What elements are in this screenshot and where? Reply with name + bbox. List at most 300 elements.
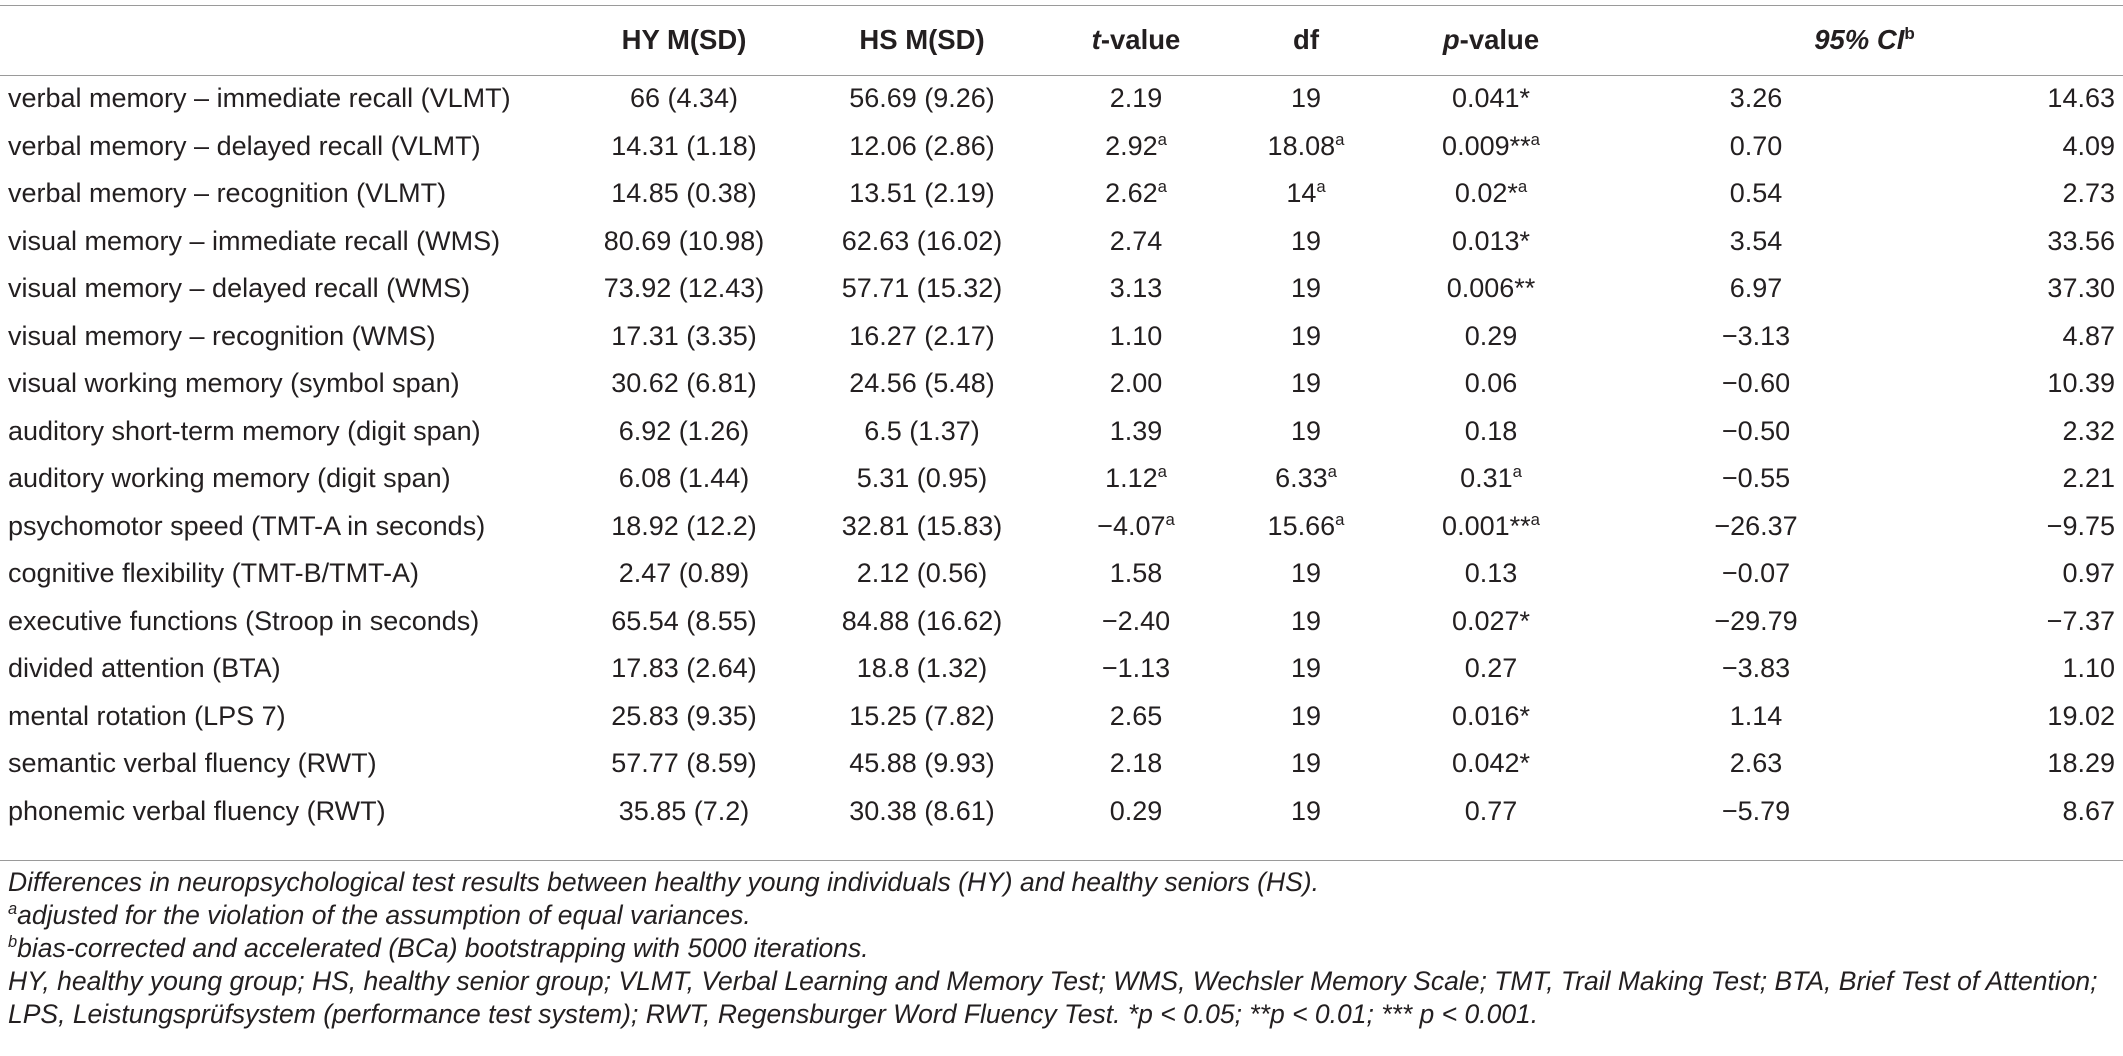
cell-hy <box>560 170 808 218</box>
cell-p-value-sup: a <box>1530 129 1540 149</box>
cell-ci-lower <box>1606 265 1906 313</box>
cell-hy <box>560 313 808 361</box>
cell-hy <box>560 503 808 551</box>
cell-hs <box>808 313 1036 361</box>
cell-p-value-sup: a <box>1512 462 1522 482</box>
row-label <box>0 75 560 123</box>
row-label <box>0 170 560 218</box>
cell-hs-text: 45.88 (9.93) <box>849 748 995 779</box>
cell-t-value-sup: a <box>1157 177 1167 197</box>
cell-df-text: 15.66 <box>1267 510 1336 541</box>
cell-hy-text: 17.31 (3.35) <box>611 320 757 351</box>
cell-t-value <box>1036 693 1236 741</box>
cell-hy <box>560 265 808 313</box>
cell-t-value <box>1036 265 1236 313</box>
cell-ci-lower-text: −0.07 <box>1721 558 1791 589</box>
cell-ci-lower <box>1606 218 1906 266</box>
cell-df <box>1236 740 1376 788</box>
cell-ci-upper-text: 37.30 <box>2047 273 2115 304</box>
cell-hs-text: 84.88 (16.62) <box>841 605 1003 636</box>
cell-df <box>1236 598 1376 646</box>
cell-hs <box>808 740 1036 788</box>
cell-t-value-text: 0.29 <box>1109 795 1163 826</box>
cell-ci-upper <box>1906 170 2123 218</box>
header-p-symbol: p <box>1442 24 1460 55</box>
table-footnotes <box>8 866 2118 1031</box>
row-label-text: semantic verbal fluency (RWT) <box>8 748 377 779</box>
cell-p-value <box>1376 75 1606 123</box>
cell-ci-lower <box>1606 75 1906 123</box>
cell-df <box>1236 788 1376 836</box>
cell-hs <box>808 645 1036 693</box>
cell-t-value <box>1036 218 1236 266</box>
cell-hs-text: 62.63 (16.02) <box>841 225 1003 256</box>
table-row <box>0 360 2123 408</box>
row-label <box>0 788 560 836</box>
cell-hy-text: 2.47 (0.89) <box>618 558 750 589</box>
table-row <box>0 645 2123 693</box>
cell-ci-upper-text: 0.97 <box>2062 558 2115 589</box>
table-row <box>0 503 2123 551</box>
cell-ci-lower-text: 6.97 <box>1729 273 1783 304</box>
cell-df-text: 19 <box>1290 83 1322 114</box>
row-label <box>0 360 560 408</box>
cell-hy-text: 57.77 (8.59) <box>611 748 757 779</box>
cell-hs <box>808 265 1036 313</box>
cell-p-value <box>1376 360 1606 408</box>
cell-df-text: 19 <box>1290 558 1322 589</box>
cell-p-value-text: 0.77 <box>1464 795 1518 826</box>
header-ci <box>1606 5 2123 75</box>
cell-ci-lower <box>1606 360 1906 408</box>
cell-df <box>1236 265 1376 313</box>
cell-t-value <box>1036 313 1236 361</box>
cell-t-value-sup: a <box>1157 129 1167 149</box>
cell-df <box>1236 645 1376 693</box>
cell-ci-upper <box>1906 360 2123 408</box>
header-ci-label: 95% CI <box>1814 24 1905 55</box>
cell-df <box>1236 693 1376 741</box>
cell-df-text: 6.33 <box>1275 463 1328 494</box>
cell-p-value-text: 0.02* <box>1454 178 1518 209</box>
footnote-b-text: bias-corrected and accelerated (BCa) bootstrapping with 5000 iterations. <box>17 933 869 963</box>
header-hy: HY M(SD) <box>621 24 747 55</box>
cell-ci-upper <box>1906 693 2123 741</box>
table-body <box>0 75 2123 835</box>
cell-hs <box>808 455 1036 503</box>
header-t-symbol: t <box>1091 24 1101 55</box>
cell-t-value-text: 2.00 <box>1109 368 1163 399</box>
cell-df-text: 19 <box>1290 225 1322 256</box>
cell-hs-text: 32.81 (15.83) <box>841 510 1003 541</box>
row-label-text: verbal memory – recognition (VLMT) <box>8 178 447 209</box>
cell-df-text: 19 <box>1290 700 1322 731</box>
cell-t-value-text: −4.07 <box>1097 510 1166 541</box>
cell-t-value-sup: a <box>1157 462 1167 482</box>
cell-hs <box>808 503 1036 551</box>
cell-ci-lower <box>1606 170 1906 218</box>
row-label <box>0 265 560 313</box>
cell-df <box>1236 550 1376 598</box>
cell-t-value <box>1036 598 1236 646</box>
cell-p-value <box>1376 740 1606 788</box>
cell-t-value-text: 2.74 <box>1109 225 1163 256</box>
cell-df-sup: a <box>1335 129 1345 149</box>
cell-t-value <box>1036 123 1236 171</box>
cell-ci-upper-text: 14.63 <box>2047 83 2115 114</box>
cell-t-value-text: 2.62 <box>1105 178 1158 209</box>
cell-p-value-text: 0.009** <box>1442 130 1531 161</box>
cell-ci-upper-text: −9.75 <box>2046 510 2115 541</box>
row-label <box>0 645 560 693</box>
cell-ci-upper <box>1906 740 2123 788</box>
header-p-value <box>1376 5 1606 75</box>
cell-hy-text: 6.92 (1.26) <box>618 415 750 446</box>
cell-df <box>1236 360 1376 408</box>
cell-t-value <box>1036 788 1236 836</box>
table-row <box>0 75 2123 123</box>
cell-t-value-text: −2.40 <box>1101 605 1171 636</box>
cell-ci-lower-text: −0.60 <box>1721 368 1791 399</box>
row-label-text: psychomotor speed (TMT-A in seconds) <box>8 510 486 541</box>
table-row <box>0 455 2123 503</box>
cell-t-value-sup: a <box>1165 509 1175 529</box>
row-label-text: visual memory – immediate recall (WMS) <box>8 225 501 256</box>
cell-ci-lower <box>1606 788 1906 836</box>
cell-df-text: 14 <box>1286 178 1317 209</box>
cell-t-value <box>1036 740 1236 788</box>
table-row <box>0 123 2123 171</box>
cell-hs <box>808 360 1036 408</box>
cell-t-value <box>1036 645 1236 693</box>
cell-hy <box>560 788 808 836</box>
cell-p-value <box>1376 408 1606 456</box>
cell-ci-upper <box>1906 408 2123 456</box>
cell-ci-lower-text: 3.26 <box>1729 83 1783 114</box>
cell-p-value <box>1376 455 1606 503</box>
cell-hy-text: 6.08 (1.44) <box>618 463 750 494</box>
cell-hs <box>808 123 1036 171</box>
cell-df-sup: a <box>1327 462 1337 482</box>
cell-ci-upper <box>1906 123 2123 171</box>
cell-hy-text: 14.85 (0.38) <box>611 178 757 209</box>
cell-hs-text: 30.38 (8.61) <box>849 795 995 826</box>
cell-df-sup: a <box>1316 177 1326 197</box>
cell-p-value-text: 0.31 <box>1460 463 1513 494</box>
table-row <box>0 218 2123 266</box>
footnote-b-marker: b <box>8 933 18 952</box>
cell-hy <box>560 123 808 171</box>
cell-df <box>1236 123 1376 171</box>
cell-hy <box>560 408 808 456</box>
cell-p-value <box>1376 265 1606 313</box>
cell-hs <box>808 170 1036 218</box>
cell-hy <box>560 218 808 266</box>
cell-ci-upper <box>1906 75 2123 123</box>
cell-hs-text: 2.12 (0.56) <box>856 558 988 589</box>
cell-hy-text: 35.85 (7.2) <box>618 795 750 826</box>
cell-ci-upper-text: 8.67 <box>2062 795 2115 826</box>
row-label-text: divided attention (BTA) <box>8 653 281 684</box>
header-ci-sup: b <box>1904 23 1915 43</box>
table-row <box>0 693 2123 741</box>
cell-ci-upper <box>1906 645 2123 693</box>
cell-ci-lower-text: −3.13 <box>1721 320 1791 351</box>
row-label-text: mental rotation (LPS 7) <box>8 700 286 731</box>
table-caption: Differences in neuropsychological test results between healthy young individuals (HY) and healthy seniors (HS). <box>8 867 1319 897</box>
cell-ci-upper-text: 4.09 <box>2062 130 2115 161</box>
cell-hs <box>808 598 1036 646</box>
cell-p-value-text: 0.042* <box>1451 748 1531 779</box>
cell-ci-upper <box>1906 313 2123 361</box>
cell-p-value-text: 0.001** <box>1442 510 1531 541</box>
row-label-text: cognitive flexibility (TMT-B/TMT-A) <box>8 558 420 589</box>
cell-ci-lower-text: −3.83 <box>1721 653 1791 684</box>
cell-p-value-text: 0.041* <box>1451 83 1531 114</box>
cell-hy <box>560 740 808 788</box>
cell-hs-text: 6.5 (1.37) <box>864 415 980 446</box>
cell-ci-lower-text: −26.37 <box>1714 510 1798 541</box>
cell-hs-text: 15.25 (7.82) <box>849 700 995 731</box>
row-label <box>0 455 560 503</box>
cell-hs-text: 56.69 (9.26) <box>849 83 995 114</box>
cell-ci-lower-text: 0.70 <box>1729 130 1783 161</box>
table-row <box>0 313 2123 361</box>
cell-ci-lower-text: −0.55 <box>1721 463 1791 494</box>
table-header-row <box>0 5 2123 75</box>
cell-ci-lower <box>1606 503 1906 551</box>
cell-df <box>1236 408 1376 456</box>
cell-t-value-text: 2.65 <box>1109 700 1163 731</box>
cell-hs-text: 18.8 (1.32) <box>856 653 988 684</box>
cell-p-value-text: 0.27 <box>1464 653 1518 684</box>
table-row <box>0 550 2123 598</box>
cell-ci-upper-text: 2.73 <box>2062 178 2115 209</box>
table-row <box>0 788 2123 836</box>
cell-hs-text: 5.31 (0.95) <box>856 463 988 494</box>
cell-hs <box>808 75 1036 123</box>
cell-ci-lower-text: −5.79 <box>1721 795 1791 826</box>
header-hs: HS M(SD) <box>859 24 985 55</box>
row-label <box>0 740 560 788</box>
cell-p-value <box>1376 218 1606 266</box>
cell-hy <box>560 550 808 598</box>
cell-hy-text: 65.54 (8.55) <box>611 605 757 636</box>
cell-df <box>1236 503 1376 551</box>
cell-hy <box>560 693 808 741</box>
cell-hs <box>808 218 1036 266</box>
row-label <box>0 218 560 266</box>
cell-ci-upper-text: 19.02 <box>2047 700 2115 731</box>
results-table <box>0 5 2123 835</box>
header-t-rest: -value <box>1100 24 1181 55</box>
cell-p-value-text: 0.016* <box>1451 700 1531 731</box>
table-row <box>0 740 2123 788</box>
row-label-text: auditory working memory (digit span) <box>8 463 451 494</box>
cell-p-value-text: 0.006** <box>1446 273 1536 304</box>
cell-p-value-text: 0.29 <box>1464 320 1518 351</box>
cell-ci-upper <box>1906 598 2123 646</box>
cell-p-value <box>1376 170 1606 218</box>
cell-hs-text: 13.51 (2.19) <box>849 178 995 209</box>
cell-t-value-text: 1.58 <box>1109 558 1163 589</box>
cell-p-value-text: 0.027* <box>1451 605 1531 636</box>
cell-hy-text: 80.69 (10.98) <box>603 225 765 256</box>
cell-t-value-text: 2.92 <box>1105 130 1158 161</box>
cell-df <box>1236 218 1376 266</box>
cell-ci-lower <box>1606 313 1906 361</box>
cell-df-text: 19 <box>1290 653 1322 684</box>
cell-ci-lower <box>1606 645 1906 693</box>
cell-ci-lower <box>1606 740 1906 788</box>
cell-t-value <box>1036 455 1236 503</box>
cell-ci-upper-text: 2.32 <box>2062 415 2115 446</box>
cell-t-value-text: −1.13 <box>1101 653 1171 684</box>
cell-ci-upper-text: 18.29 <box>2047 748 2115 779</box>
header-label <box>0 5 560 75</box>
row-label-text: visual memory – recognition (WMS) <box>8 320 436 351</box>
cell-t-value <box>1036 408 1236 456</box>
table-row <box>0 408 2123 456</box>
cell-hy <box>560 645 808 693</box>
cell-df-text: 19 <box>1290 368 1322 399</box>
cell-t-value-text: 2.18 <box>1109 748 1163 779</box>
cell-hs-text: 16.27 (2.17) <box>849 320 995 351</box>
cell-t-value-text: 2.19 <box>1109 83 1163 114</box>
cell-p-value-text: 0.013* <box>1451 225 1531 256</box>
cell-hy-text: 73.92 (12.43) <box>603 273 765 304</box>
cell-ci-lower <box>1606 408 1906 456</box>
cell-p-value <box>1376 788 1606 836</box>
footnote-a-text: adjusted for the violation of the assumption of equal variances. <box>17 900 751 930</box>
row-label <box>0 408 560 456</box>
cell-hy <box>560 75 808 123</box>
cell-p-value <box>1376 503 1606 551</box>
table-row <box>0 170 2123 218</box>
cell-df-text: 18.08 <box>1267 130 1336 161</box>
cell-ci-lower <box>1606 693 1906 741</box>
cell-p-value <box>1376 645 1606 693</box>
cell-p-value <box>1376 313 1606 361</box>
cell-t-value <box>1036 503 1236 551</box>
cell-hy-text: 14.31 (1.18) <box>611 130 757 161</box>
cell-ci-lower-text: 1.14 <box>1729 700 1783 731</box>
cell-ci-lower-text: 3.54 <box>1729 225 1783 256</box>
cell-hy <box>560 598 808 646</box>
row-label <box>0 503 560 551</box>
cell-ci-lower-text: 2.63 <box>1729 748 1783 779</box>
cell-hy-text: 25.83 (9.35) <box>611 700 757 731</box>
cell-ci-upper <box>1906 788 2123 836</box>
cell-t-value-text: 1.39 <box>1109 415 1163 446</box>
cell-hy-text: 18.92 (12.2) <box>611 510 757 541</box>
cell-df-text: 19 <box>1290 273 1322 304</box>
cell-hs-text: 24.56 (5.48) <box>849 368 995 399</box>
row-label <box>0 693 560 741</box>
cell-hs <box>808 550 1036 598</box>
cell-p-value <box>1376 550 1606 598</box>
header-p-rest: -value <box>1459 24 1540 55</box>
cell-hy-text: 30.62 (6.81) <box>611 368 757 399</box>
table-row <box>0 598 2123 646</box>
cell-hy <box>560 360 808 408</box>
row-label-text: executive functions (Stroop in seconds) <box>8 605 480 636</box>
cell-ci-upper <box>1906 550 2123 598</box>
cell-ci-lower <box>1606 455 1906 503</box>
cell-df <box>1236 313 1376 361</box>
cell-ci-upper-text: 2.21 <box>2062 463 2115 494</box>
cell-ci-lower-text: −0.50 <box>1721 415 1791 446</box>
cell-t-value-text: 1.12 <box>1105 463 1158 494</box>
cell-p-value-sup: a <box>1530 509 1540 529</box>
row-label-text: verbal memory – delayed recall (VLMT) <box>8 130 481 161</box>
row-label <box>0 123 560 171</box>
cell-t-value-text: 3.13 <box>1109 273 1163 304</box>
table-row <box>0 265 2123 313</box>
cell-hy-text: 66 (4.34) <box>629 83 739 114</box>
footnote-a-marker: a <box>8 900 18 919</box>
cell-ci-upper-text: −7.37 <box>2046 605 2115 636</box>
cell-hy-text: 17.83 (2.64) <box>611 653 757 684</box>
cell-hs-text: 57.71 (15.32) <box>841 273 1003 304</box>
row-label-text: verbal memory – immediate recall (VLMT) <box>8 83 511 114</box>
cell-ci-upper <box>1906 265 2123 313</box>
cell-ci-lower <box>1606 550 1906 598</box>
cell-df-text: 19 <box>1290 415 1322 446</box>
cell-df-text: 19 <box>1290 795 1322 826</box>
cell-ci-upper <box>1906 455 2123 503</box>
table-bottom-rule <box>0 860 2123 861</box>
row-label-text: auditory short-term memory (digit span) <box>8 415 481 446</box>
cell-ci-lower-text: −29.79 <box>1714 605 1798 636</box>
cell-df-text: 19 <box>1290 748 1322 779</box>
header-df: df <box>1293 24 1319 55</box>
cell-t-value <box>1036 170 1236 218</box>
footnote-b <box>8 932 2118 965</box>
cell-ci-upper-text: 4.87 <box>2062 320 2115 351</box>
cell-p-value <box>1376 693 1606 741</box>
cell-hs <box>808 788 1036 836</box>
cell-p-value-sup: a <box>1517 177 1528 197</box>
cell-df-text: 19 <box>1290 320 1322 351</box>
cell-hs-text: 12.06 (2.86) <box>849 130 995 161</box>
cell-ci-upper <box>1906 503 2123 551</box>
cell-hy <box>560 455 808 503</box>
cell-p-value <box>1376 598 1606 646</box>
cell-ci-upper <box>1906 218 2123 266</box>
cell-ci-lower <box>1606 598 1906 646</box>
cell-t-value <box>1036 360 1236 408</box>
row-label <box>0 313 560 361</box>
cell-ci-upper-text: 33.56 <box>2047 225 2115 256</box>
row-label <box>0 550 560 598</box>
cell-p-value-text: 0.06 <box>1464 368 1518 399</box>
cell-ci-lower-text: 0.54 <box>1729 178 1783 209</box>
cell-df <box>1236 170 1376 218</box>
cell-ci-lower <box>1606 123 1906 171</box>
cell-df-sup: a <box>1335 509 1345 529</box>
cell-df <box>1236 455 1376 503</box>
cell-t-value <box>1036 550 1236 598</box>
cell-df <box>1236 75 1376 123</box>
footnote-a <box>8 899 2118 932</box>
cell-t-value-text: 1.10 <box>1109 320 1163 351</box>
cell-hs <box>808 408 1036 456</box>
cell-p-value-text: 0.18 <box>1464 415 1518 446</box>
cell-p-value <box>1376 123 1606 171</box>
cell-hs <box>808 693 1036 741</box>
cell-p-value-text: 0.13 <box>1464 558 1518 589</box>
